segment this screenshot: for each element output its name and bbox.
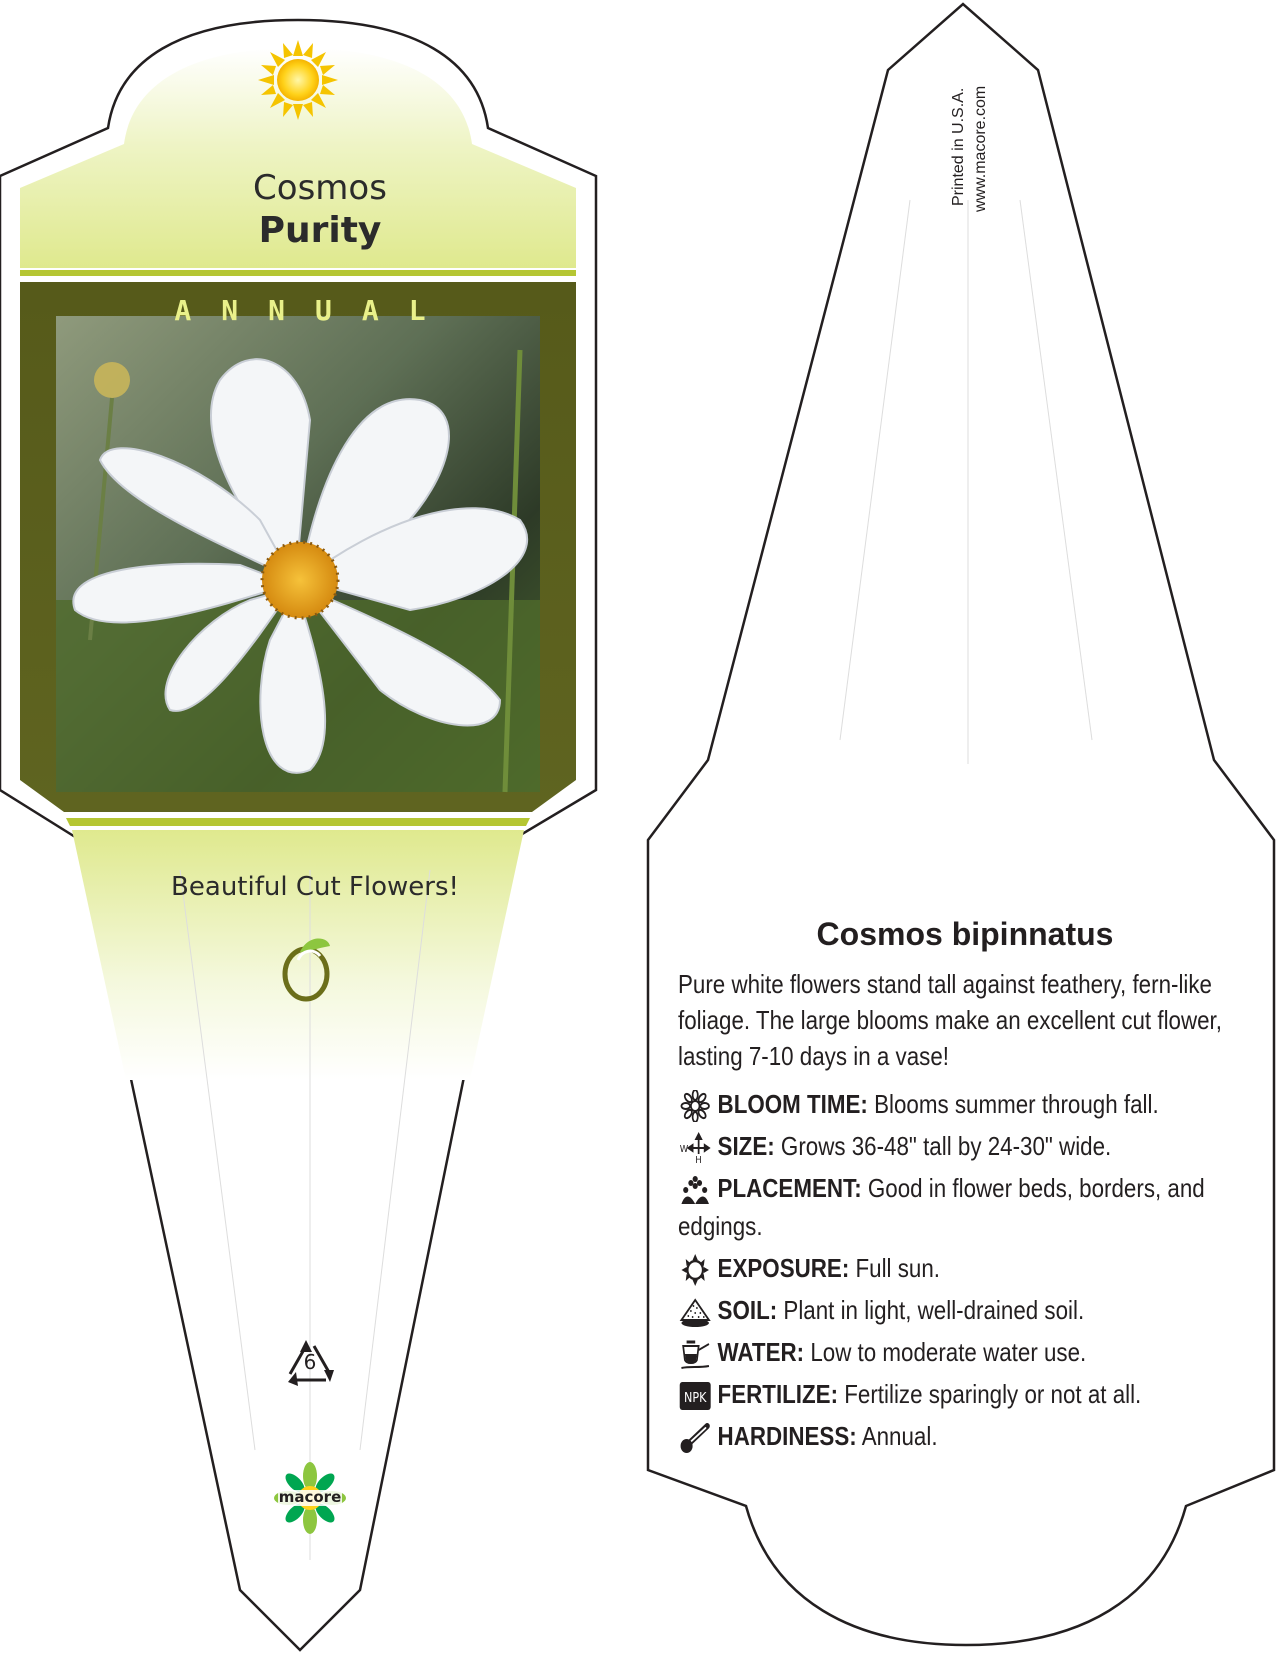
attribute-value: Fertilize sparingly or not at all. xyxy=(844,1379,1142,1409)
full-sun-icon xyxy=(258,40,338,120)
size-icon-w: W xyxy=(679,1143,689,1156)
attribute-placement xyxy=(678,1170,1205,1206)
water-icon xyxy=(678,1338,712,1370)
attribute-value: Annual. xyxy=(861,1421,938,1451)
brand-name: macore xyxy=(278,1488,342,1506)
attribute-value: Good in flower beds, borders, and xyxy=(867,1173,1205,1203)
attribute-water xyxy=(678,1334,1086,1370)
soil-icon xyxy=(678,1296,712,1328)
front-tag xyxy=(0,0,620,1654)
bloom-icon xyxy=(678,1090,712,1122)
attribute-value: Low to moderate water use. xyxy=(810,1337,1087,1367)
size-icon xyxy=(678,1132,712,1164)
attribute-label: FERTILIZE: xyxy=(717,1379,839,1409)
botanical-name: Cosmos bipinnatus xyxy=(816,916,1114,952)
attribute-label: EXPOSURE: xyxy=(717,1253,850,1283)
variety-name: Purity xyxy=(258,210,382,251)
category-label: ANNUAL xyxy=(174,294,456,327)
printed-in-label: Printed in U.S.A. xyxy=(950,87,967,206)
attribute-fertilize xyxy=(678,1376,1141,1412)
size-icon-h: H xyxy=(695,1154,702,1165)
attribute-bloom xyxy=(678,1086,1159,1122)
npk-icon xyxy=(678,1380,712,1412)
attribute-label: WATER: xyxy=(717,1337,805,1367)
tagline: Beautiful Cut Flowers! xyxy=(171,872,459,902)
attribute-value: Grows 36-48" tall by 24-30" wide. xyxy=(780,1131,1112,1161)
attribute-continuation: edgings. xyxy=(678,1211,763,1241)
attribute-label: BLOOM TIME: xyxy=(717,1089,868,1119)
thermometer-icon xyxy=(678,1422,712,1454)
website-label: www.macore.com xyxy=(972,85,989,212)
attribute-label: SOIL: xyxy=(717,1295,778,1325)
attribute-value: Full sun. xyxy=(855,1253,941,1283)
attribute-exposure xyxy=(678,1250,940,1286)
attribute-value: Blooms summer through fall. xyxy=(874,1089,1159,1119)
npk-text: NPK xyxy=(683,1390,707,1406)
attribute-label: PLACEMENT: xyxy=(717,1173,862,1203)
attribute-soil xyxy=(678,1292,1084,1328)
attribute-value: Plant in light, well-drained soil. xyxy=(783,1295,1085,1325)
placement-icon xyxy=(678,1174,712,1206)
attribute-label: HARDINESS: xyxy=(717,1421,857,1451)
common-name: Cosmos xyxy=(253,168,387,208)
plant-description: Pure white flowers stand tall against feathery, fern-like foliage. The large blooms make an excellent cut flower, lasting 7-10 days in a vase! xyxy=(678,969,1222,1071)
sun-icon xyxy=(678,1254,712,1286)
flower-photo xyxy=(56,316,540,792)
attribute-label: SIZE: xyxy=(717,1131,775,1161)
recycle-number: 6 xyxy=(303,1350,317,1374)
attribute-hardiness xyxy=(678,1418,938,1454)
attribute-size xyxy=(678,1128,1111,1164)
